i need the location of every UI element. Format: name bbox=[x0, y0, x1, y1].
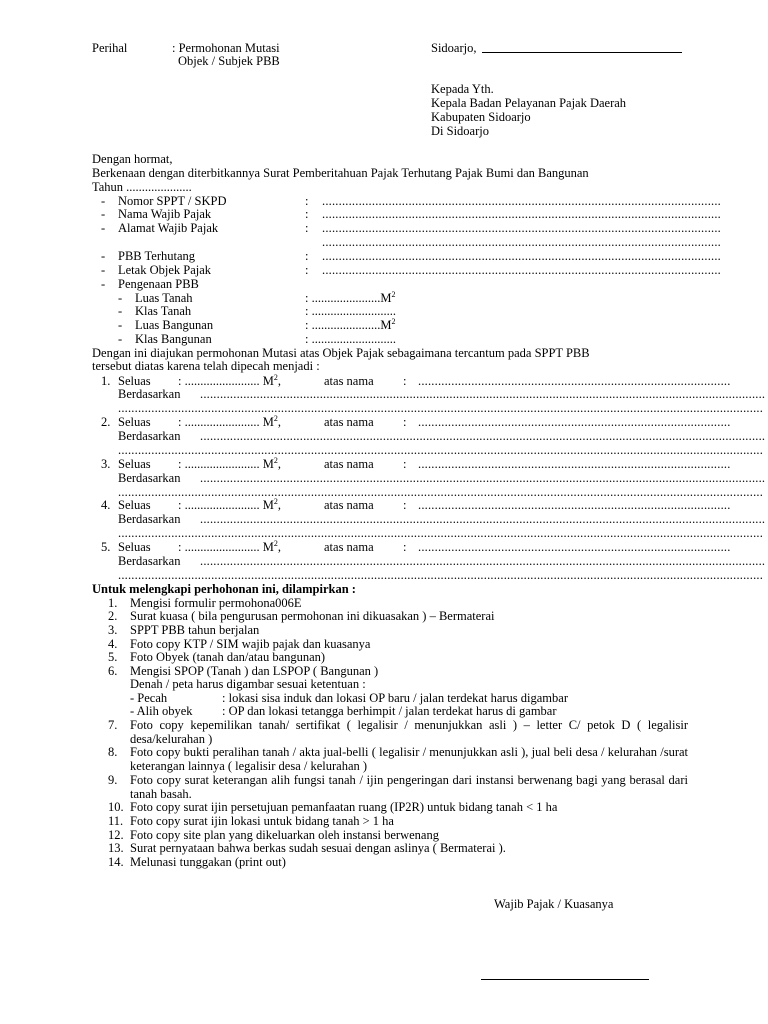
parcel-basis-label: Berdasarkan bbox=[118, 512, 181, 526]
parcel-colon: : bbox=[403, 457, 407, 471]
attachment-text: Foto copy surat ijin lokasi untuk bidang tanah > 1 ha bbox=[130, 814, 394, 828]
field-input-alamat-2[interactable]: ........................................................................................................................ bbox=[322, 235, 721, 249]
sub-label-luas-tanah: Luas Tanah bbox=[135, 291, 193, 305]
parcel-colon: : bbox=[403, 415, 407, 429]
parcel-owner-input[interactable]: .............................................................................................. bbox=[418, 498, 731, 512]
attachment-text: SPPT PBB tahun berjalan bbox=[130, 623, 260, 637]
sub-dash: - bbox=[118, 332, 123, 346]
parcel-number: 1. bbox=[101, 374, 111, 388]
parcel-label: Seluas bbox=[118, 498, 151, 512]
attachment-sub-intro: Denah / peta harus digambar sesuai ketentuan : bbox=[130, 677, 366, 691]
attachment-number: 1. bbox=[108, 596, 118, 610]
parcel-owner-input[interactable]: .............................................................................................. bbox=[418, 374, 731, 388]
attachments-heading: Untuk melengkapi perhohonan ini, dilampirkan : bbox=[92, 582, 356, 596]
greeting: Dengan hormat, bbox=[92, 152, 173, 166]
mutation-intro-line1: Dengan ini diajukan permohonan Mutasi atas Objek Pajak sebagaimana tercantum pada SPPT PBB bbox=[92, 346, 590, 360]
parcel-number: 5. bbox=[101, 540, 111, 554]
parcel-basis-input[interactable]: .......................................................................................................................................................................... bbox=[200, 512, 766, 526]
sub-input-klas-bangunan[interactable]: : ........................... bbox=[305, 332, 396, 346]
parcel-basis-input[interactable]: .......................................................................................................................................................................... bbox=[200, 429, 766, 443]
sub-dash: - bbox=[118, 304, 123, 318]
parcel-basis-input-2[interactable]: .................................................................................................................................................................................................. bbox=[118, 401, 764, 415]
parcel-basis-label: Berdasarkan bbox=[118, 429, 181, 443]
sub-label-klas-tanah: Klas Tanah bbox=[135, 304, 192, 318]
mutation-intro-line2: tersebut diatas karena telah dipecah menjadi : bbox=[92, 359, 320, 373]
attachment-number: 6. bbox=[108, 664, 118, 678]
parcel-colon: : bbox=[403, 498, 407, 512]
attachment-text: Foto copy site plan yang dikeluarkan oleh instansi berwenang bbox=[130, 828, 439, 842]
attachment-number: 7. bbox=[108, 718, 118, 732]
attachment-text: Surat kuasa ( bila pengurusan permohonan ini dikuasakan ) – Bermaterai bbox=[130, 609, 495, 623]
attachment-sub-alih-text: : OP dan lokasi tetangga berhimpit / jalan terdekat harus di gambar bbox=[222, 704, 557, 718]
attachment-number: 9. bbox=[108, 773, 118, 787]
parcel-owner-input[interactable]: .............................................................................................. bbox=[418, 415, 731, 429]
field-dash: - bbox=[101, 249, 106, 263]
parcel-label: Seluas bbox=[118, 374, 151, 388]
attachment-text: Foto Obyek (tanah dan/atau bangunan) bbox=[130, 650, 326, 664]
parcel-label: Seluas bbox=[118, 415, 151, 429]
intro-line1: Berkenaan dengan diterbitkannya Surat Pemberitahuan Pajak Terhutang Pajak Bumi dan Bangunan bbox=[92, 166, 589, 180]
recipient-line: Di Sidoarjo bbox=[431, 123, 489, 138]
sub-dash: - bbox=[118, 318, 123, 332]
field-label-alamat: Alamat Wajib Pajak bbox=[118, 221, 219, 235]
recipient-line: Kabupaten Sidoarjo bbox=[431, 109, 531, 124]
parcel-basis-input[interactable]: .......................................................................................................................................................................... bbox=[200, 387, 766, 401]
parcel-atas-nama-label: atas nama bbox=[324, 457, 374, 471]
parcel-basis-input[interactable]: .......................................................................................................................................................................... bbox=[200, 471, 766, 485]
attachment-number: 11. bbox=[108, 814, 124, 828]
date-blank-line[interactable] bbox=[482, 52, 682, 53]
attachment-text: Mengisi formulir permohona006E bbox=[130, 596, 302, 610]
recipient-line: Kepada Yth. bbox=[431, 82, 494, 96]
parcel-atas-nama-label: atas nama bbox=[324, 374, 374, 388]
field-label-pbb-terhutang: PBB Terhutang bbox=[118, 249, 196, 263]
sub-dash: - bbox=[118, 291, 123, 305]
field-dash: - bbox=[101, 207, 106, 221]
parcel-number: 3. bbox=[101, 457, 111, 471]
field-colon: : bbox=[305, 249, 309, 263]
sub-input-luas-bangunan[interactable]: : $......................M^2$ bbox=[305, 317, 396, 332]
attachment-sub-pecah-label: - Pecah bbox=[130, 691, 168, 705]
field-dash: - bbox=[101, 263, 106, 277]
field-input-pbb-terhutang[interactable]: ........................................................................................................................ bbox=[322, 249, 721, 263]
place-date-label: Sidoarjo, bbox=[431, 41, 477, 55]
field-label-nama: Nama Wajib Pajak bbox=[118, 207, 212, 221]
attachment-text: Foto copy KTP / SIM wajib pajak dan kuasanya bbox=[130, 637, 371, 651]
parcel-colon: : bbox=[403, 540, 407, 554]
parcel-atas-nama-label: atas nama bbox=[324, 415, 374, 429]
parcel-area-input[interactable]: : ........................ $M^2$, bbox=[178, 497, 281, 512]
attachment-text: Foto copy bukti peralihan tanah / akta jual-belli ( legalisir / menunjukkan asli ), jual beli desa / kelurahan /surat keterangan lainnya ( legalisir desa / kelurahan ) bbox=[130, 745, 688, 773]
attachment-text: Surat pernyataan bahwa berkas sudah sesuai dengan aslinya ( Bermaterai ). bbox=[130, 841, 506, 855]
perihal-value-line2: Objek / Subjek PBB bbox=[178, 54, 280, 68]
sub-input-klas-tanah[interactable]: : ........................... bbox=[305, 304, 396, 318]
parcel-basis-label: Berdasarkan bbox=[118, 387, 181, 401]
parcel-atas-nama-label: atas nama bbox=[324, 498, 374, 512]
field-input-nama[interactable]: ........................................................................................................................ bbox=[322, 207, 721, 221]
parcel-area-input[interactable]: : ........................ $M^2$, bbox=[178, 414, 281, 429]
field-input-letak[interactable]: ........................................................................................................................ bbox=[322, 263, 721, 277]
parcel-area-input[interactable]: : ........................ $M^2$, bbox=[178, 373, 281, 388]
recipient-line: Kepala Badan Pelayanan Pajak Daerah bbox=[431, 95, 627, 110]
attachment-text: Mengisi SPOP (Tanah ) dan LSPOP ( Bangunan ) bbox=[130, 664, 379, 678]
parcel-owner-input[interactable]: .............................................................................................. bbox=[418, 540, 731, 554]
field-dash: - bbox=[101, 194, 106, 208]
field-dash: - bbox=[101, 221, 106, 235]
parcel-basis-input-2[interactable]: .................................................................................................................................................................................................. bbox=[118, 526, 764, 540]
parcel-label: Seluas bbox=[118, 540, 151, 554]
parcel-basis-input-2[interactable]: .................................................................................................................................................................................................. bbox=[118, 443, 764, 457]
recipient-block bbox=[431, 83, 626, 139]
field-dash: - bbox=[101, 277, 106, 291]
attachment-text: Foto copy surat keterangan alih fungsi tanah / ijin pengeringan dari instansi berwenang bagi yang berasal dari tanah basah. bbox=[130, 773, 688, 801]
field-label-letak: Letak Objek Pajak bbox=[118, 263, 212, 277]
field-input-nomor-sppt[interactable]: ........................................................................................................................ bbox=[322, 194, 721, 208]
field-colon: : bbox=[305, 194, 309, 208]
attachment-number: 8. bbox=[108, 745, 118, 759]
parcel-basis-label: Berdasarkan bbox=[118, 554, 181, 568]
sub-label-luas-bangunan: Luas Bangunan bbox=[135, 318, 214, 332]
attachment-sub-pecah-text: : lokasi sisa induk dan lokasi OP baru / jalan terdekat harus digambar bbox=[222, 691, 568, 705]
intro-line2: Tahun ..................... bbox=[92, 180, 192, 194]
attachment-number: 5. bbox=[108, 650, 118, 664]
attachment-number: 12. bbox=[108, 828, 124, 842]
attachment-number: 2. bbox=[108, 609, 118, 623]
perihal-label: Perihal bbox=[92, 41, 128, 55]
attachment-text: Melunasi tunggakan (print out) bbox=[130, 855, 286, 869]
parcel-area-input[interactable]: : ........................ $M^2$, bbox=[178, 539, 281, 554]
signature-line[interactable] bbox=[481, 979, 649, 980]
parcel-basis-input-2[interactable]: .................................................................................................................................................................................................. bbox=[118, 568, 764, 582]
parcel-basis-input[interactable]: .......................................................................................................................................................................... bbox=[200, 554, 766, 568]
parcel-area-input[interactable]: : ........................ $M^2$, bbox=[178, 456, 281, 471]
parcel-number: 2. bbox=[101, 415, 111, 429]
attachment-sub-alih-label: - Alih obyek bbox=[130, 704, 193, 718]
attachment-text: Foto copy surat ijin persetujuan pemanfaatan ruang (IP2R) untuk bidang tanah < 1 ha bbox=[130, 800, 558, 814]
parcel-number: 4. bbox=[101, 498, 111, 512]
perihal-value-line1: : Permohonan Mutasi bbox=[172, 41, 280, 55]
attachment-text: Foto copy kepemilikan tanah/ sertifikat ( legalisir / menunjukkan asli ) – letter C/ petok D ( legalisir desa/kelurahan ) bbox=[130, 718, 688, 746]
field-colon: : bbox=[305, 207, 309, 221]
field-input-alamat[interactable]: ........................................................................................................................ bbox=[322, 221, 721, 235]
field-label-pengenaan: Pengenaan PBB bbox=[118, 277, 199, 291]
attachment-number: 10. bbox=[108, 800, 124, 814]
field-label-nomor-sppt: Nomor SPPT / SKPD bbox=[118, 194, 227, 208]
field-colon: : bbox=[305, 263, 309, 277]
attachment-number: 14. bbox=[108, 855, 124, 869]
field-colon: : bbox=[305, 221, 309, 235]
parcel-colon: : bbox=[403, 374, 407, 388]
parcel-atas-nama-label: atas nama bbox=[324, 540, 374, 554]
attachment-number: 13. bbox=[108, 841, 124, 855]
parcel-basis-label: Berdasarkan bbox=[118, 471, 181, 485]
parcel-label: Seluas bbox=[118, 457, 151, 471]
attachment-number: 3. bbox=[108, 623, 118, 637]
signature-label: Wajib Pajak / Kuasanya bbox=[494, 897, 614, 911]
parcel-owner-input[interactable]: .............................................................................................. bbox=[418, 457, 731, 471]
sub-input-luas-tanah[interactable]: : $......................M^2$ bbox=[305, 290, 396, 305]
attachment-number: 4. bbox=[108, 637, 118, 651]
sub-label-klas-bangunan: Klas Bangunan bbox=[135, 332, 212, 346]
parcel-basis-input-2[interactable]: .................................................................................................................................................................................................. bbox=[118, 485, 764, 499]
